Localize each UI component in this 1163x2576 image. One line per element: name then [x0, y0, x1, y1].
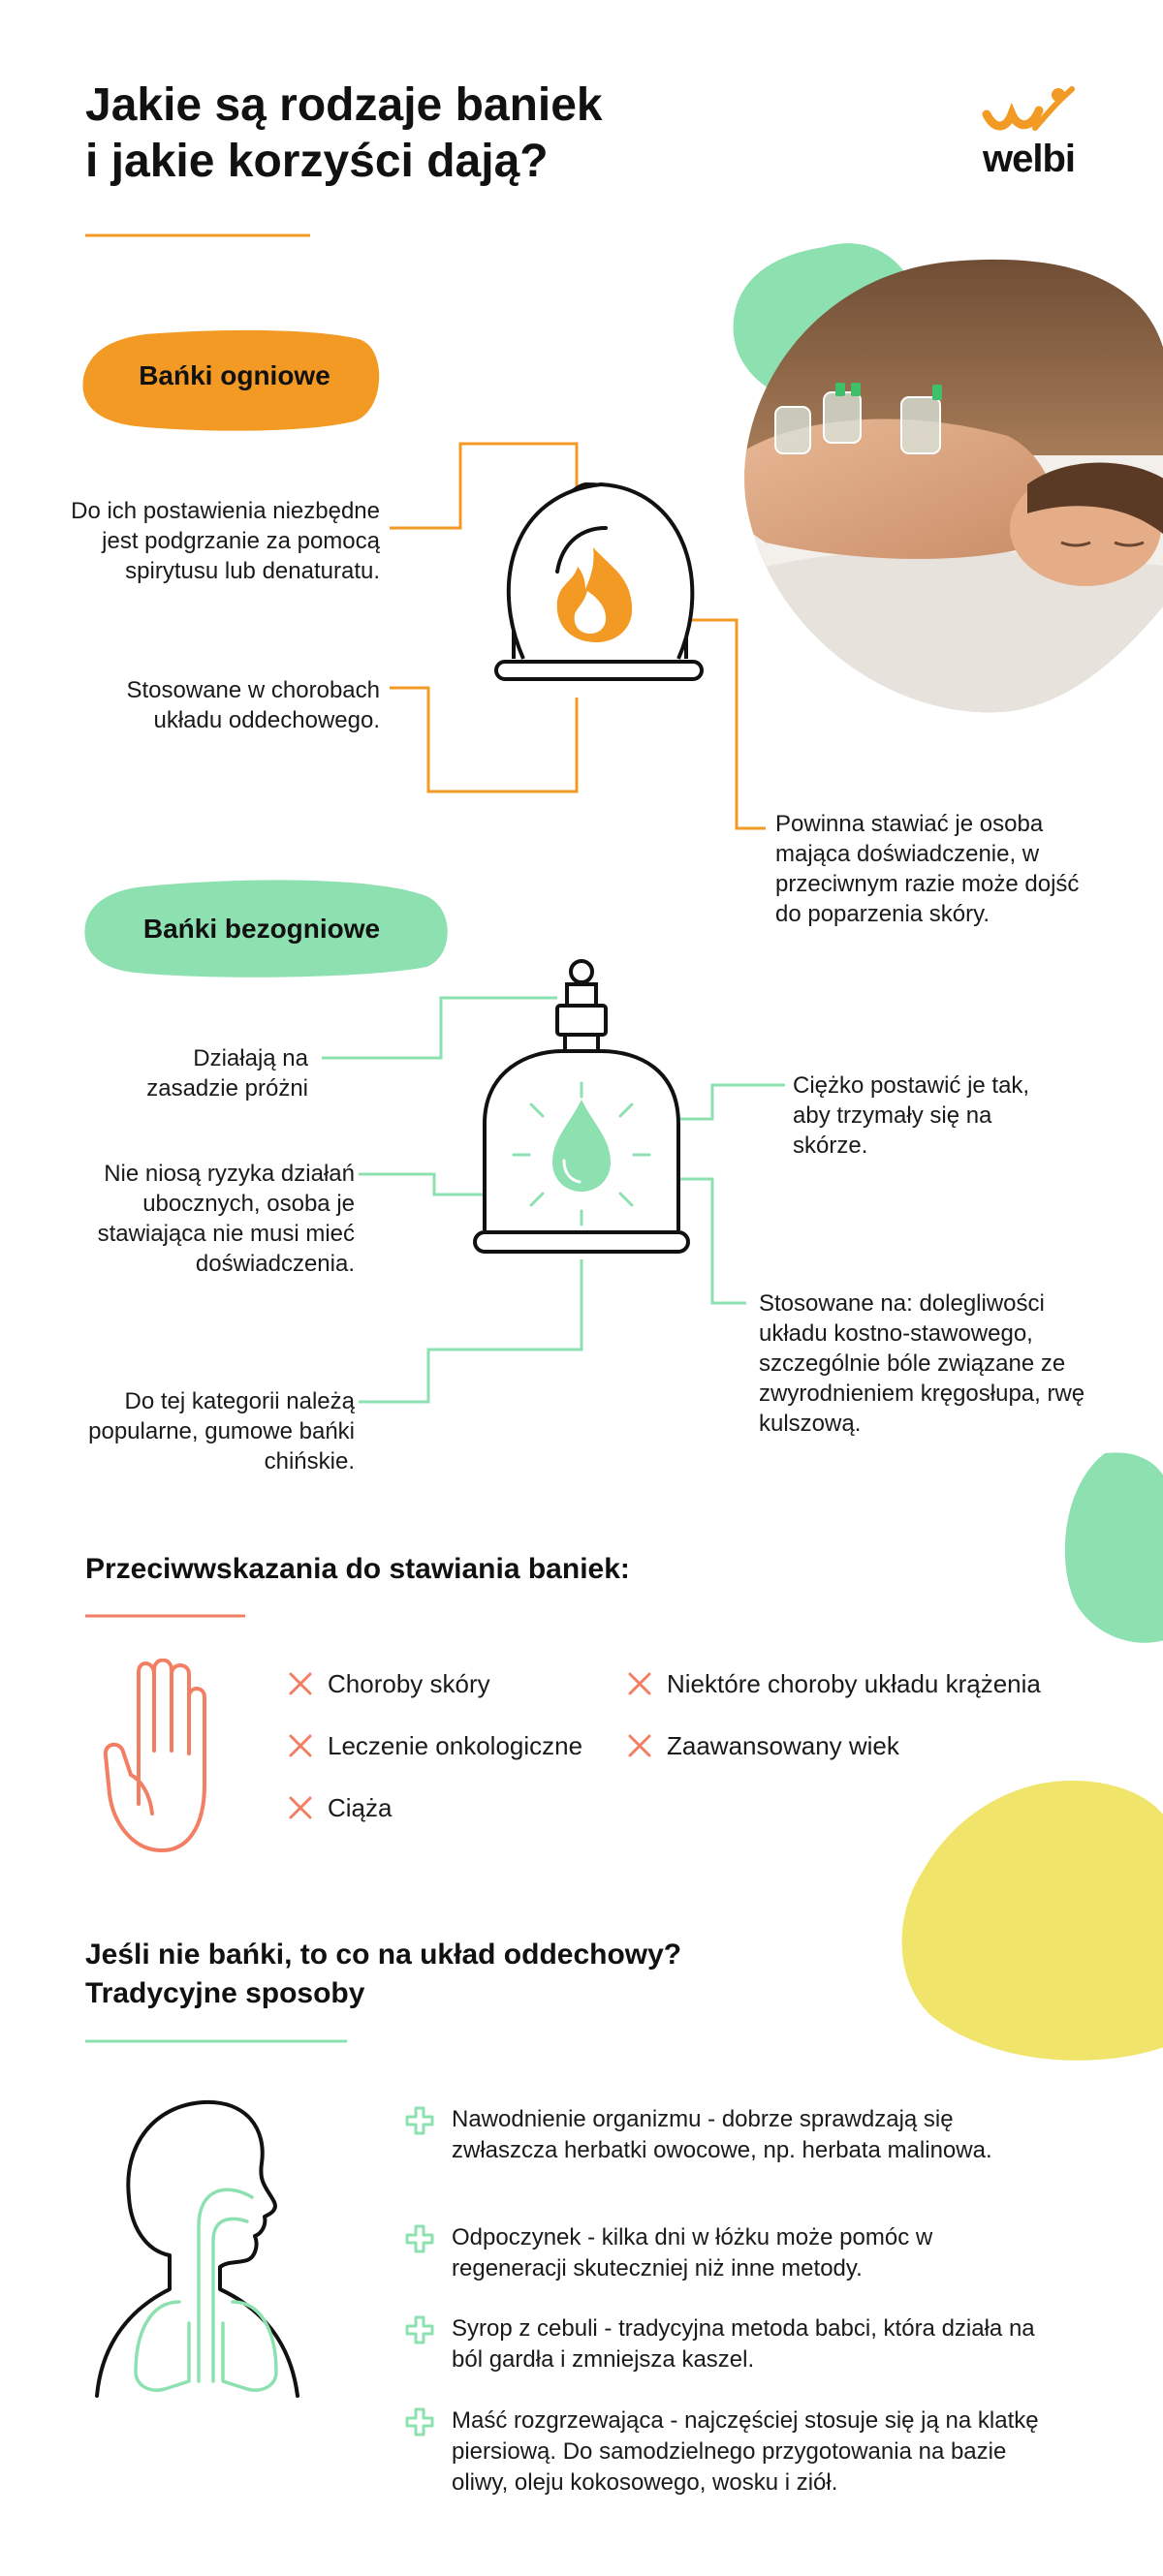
alternatives-title-line-2: Tradycyjne sposoby [85, 1977, 365, 2009]
tip-text: Nawodnienie organizmu - dobrze sprawdzają się zwłaszcza herbatki owocowe, np. herbata malinowa. [452, 2106, 992, 2163]
contraindication-item [287, 1666, 490, 1701]
contraindication-label: Niektóre choroby układu krążenia [667, 1668, 1041, 1698]
contraindications-title: Przeciwwskazania do stawiania baniek: [85, 1553, 630, 1585]
tip-text: Odpoczynek - kilka dni w łóżku może pomóc w regeneracji skuteczniej niż inne metody. [452, 2224, 933, 2281]
plus-icon [405, 2407, 434, 2436]
plus-icon [405, 2315, 434, 2344]
contraindication-item [626, 1728, 899, 1763]
fireless-note-chinese-cups: Do tej kategorii należą popularne, gumowe bańki chińskie. [88, 1388, 355, 1474]
fire-cups-label: Bańki ogniowe [139, 360, 330, 390]
contraindication-item [287, 1728, 582, 1763]
alternatives-title-line-1: Jeśli nie bańki, to co na układ oddechowy? [85, 1939, 682, 1971]
contraindication-item [626, 1666, 1041, 1701]
cross-icon [287, 1670, 314, 1697]
fire-note-experience: Powinna stawiać je osoba mająca doświadczenie, w przeciwnym razie może dojść do poparzenia skóry. [775, 811, 1080, 927]
fireless-cups-label: Bańki bezogniowe [142, 914, 381, 944]
page-title-line-2: i jakie korzyści dają? [85, 136, 549, 187]
respiratory-system-icon [92, 2091, 344, 2401]
hand-stop-icon [102, 1659, 228, 1857]
contraindication-label: Leczenie onkologiczne [328, 1730, 583, 1760]
fire-note-respiratory: Stosowane w chorobach układu oddechowego. [126, 677, 380, 733]
tip-text: Maść rozgrzewająca - najczęściej stosuje się ją na klatkę piersiową. Do samodzielnego przygotowania na bazie oliwy, oleju kokosowego, wosku i ziół. [452, 2407, 1039, 2496]
contraindication-label: Choroby skóry [328, 1668, 490, 1698]
page-title-line-1: Jakie są rodzaje baniek [85, 79, 603, 131]
fireless-note-indications: Stosowane na: dolegliwości układu kostno-stawowego, szczególnie bóle związane ze zwyrodnieniem kręgosłupa, rwę kulszową. [759, 1290, 1085, 1437]
contraindication-label: Ciąża [328, 1792, 393, 1822]
fireless-note-vacuum: Działają na zasadzie próżni [146, 1045, 308, 1102]
alternatives-title [85, 1936, 958, 2013]
cross-icon [287, 1794, 314, 1821]
tip-text: Syrop z cebuli - tradycyjna metoda babci, która działa na ból gardła i zmniejsza kaszel. [452, 2315, 1035, 2373]
fireless-note-hard-to-place: Ciężko postawić je tak, aby trzymały się na skórze. [793, 1072, 1030, 1159]
plus-icon [405, 2106, 434, 2135]
fireless-cup-icon [475, 961, 688, 1252]
cross-icon [626, 1670, 653, 1697]
fireless-note-no-risk: Nie niosą ryzyka działań ubocznych, osoba je stawiająca nie musi mieć doświadczenia. [97, 1161, 355, 1277]
contraindication-item [287, 1790, 392, 1825]
fire-note-heating: Do ich postawienia niezbędne jest podgrzanie za pomocą spirytusu lub denaturatu. [71, 498, 380, 584]
cross-icon [287, 1732, 314, 1759]
cross-icon [626, 1732, 653, 1759]
plus-icon [405, 2224, 434, 2253]
contraindication-label: Zaawansowany wiek [667, 1730, 899, 1760]
welbi-logo-text: welbi [983, 138, 1076, 180]
